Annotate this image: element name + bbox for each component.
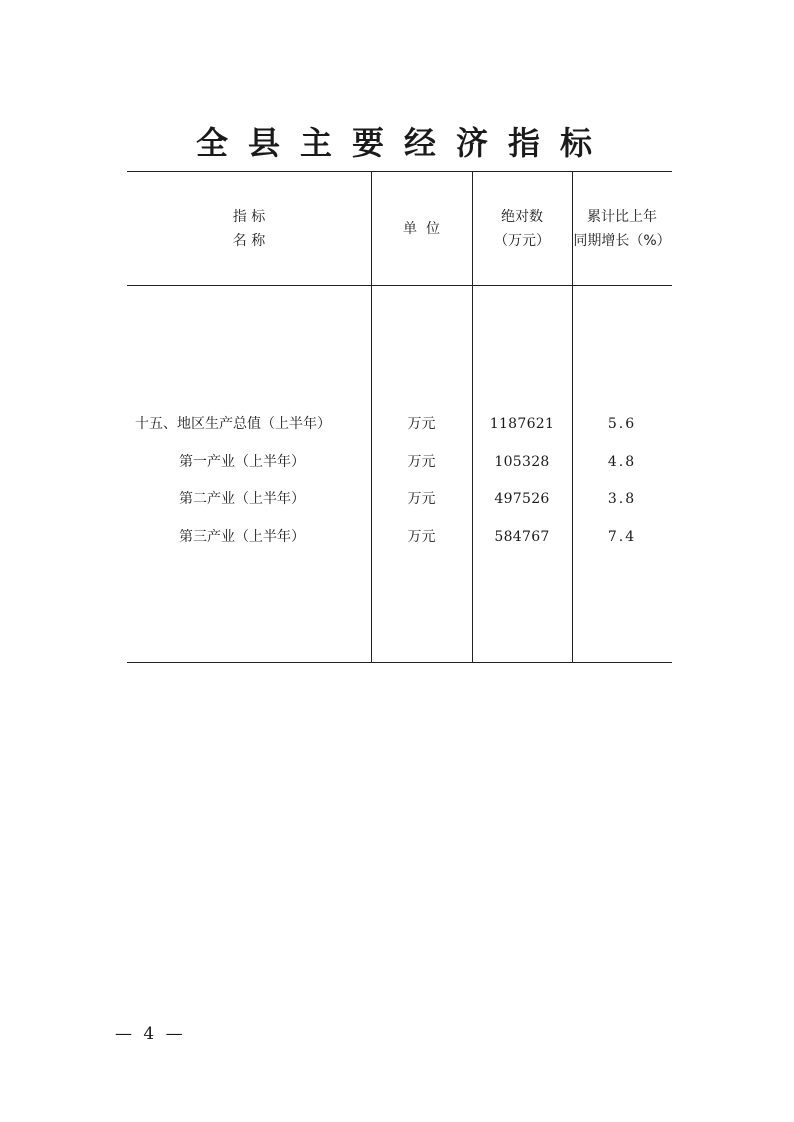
header-absolute-line2: （万元） bbox=[494, 232, 550, 249]
value-cell: 105328 bbox=[494, 454, 550, 470]
unit-cell: 万元 bbox=[407, 454, 436, 470]
value-cell: 1187621 bbox=[489, 416, 555, 432]
page-title: 全县主要经济指标 bbox=[195, 124, 612, 162]
header-growth-line1: 累计比上年 bbox=[587, 208, 657, 225]
value-cell: 584767 bbox=[494, 529, 550, 545]
growth-cell: 7.4 bbox=[607, 529, 637, 545]
indicator-name: 第一产业（上半年） bbox=[179, 454, 305, 470]
header-indicator-line2: 名 称 bbox=[232, 232, 266, 249]
growth-cell: 4.8 bbox=[607, 454, 637, 470]
indicator-name: 第三产业（上半年） bbox=[179, 529, 305, 545]
unit-cell: 万元 bbox=[407, 416, 436, 432]
indicator-table bbox=[127, 171, 672, 663]
table-row bbox=[127, 450, 672, 474]
header-unit-label: 单 位 bbox=[403, 220, 440, 237]
table-row bbox=[127, 525, 672, 549]
header-absolute-line1: 绝对数 bbox=[501, 208, 543, 225]
indicator-name: 十五、地区生产总值（上半年） bbox=[135, 416, 331, 432]
table-row bbox=[127, 487, 672, 511]
page-number: — 4 — bbox=[115, 1024, 186, 1044]
unit-cell: 万元 bbox=[407, 529, 436, 545]
value-cell: 497526 bbox=[494, 491, 550, 507]
header-indicator-name bbox=[127, 172, 371, 285]
header-indicator-line1: 指 标 bbox=[232, 208, 266, 225]
indicator-name: 第二产业（上半年） bbox=[179, 491, 305, 507]
header-absolute-value bbox=[472, 172, 572, 285]
table-row bbox=[127, 412, 672, 436]
growth-cell: 5.6 bbox=[607, 416, 637, 432]
unit-cell: 万元 bbox=[407, 491, 436, 507]
header-growth-line2: 同期增长（%） bbox=[573, 232, 671, 249]
growth-cell: 3.8 bbox=[607, 491, 637, 507]
header-growth bbox=[572, 172, 672, 285]
header-unit bbox=[371, 172, 472, 285]
header-divider bbox=[127, 285, 672, 286]
